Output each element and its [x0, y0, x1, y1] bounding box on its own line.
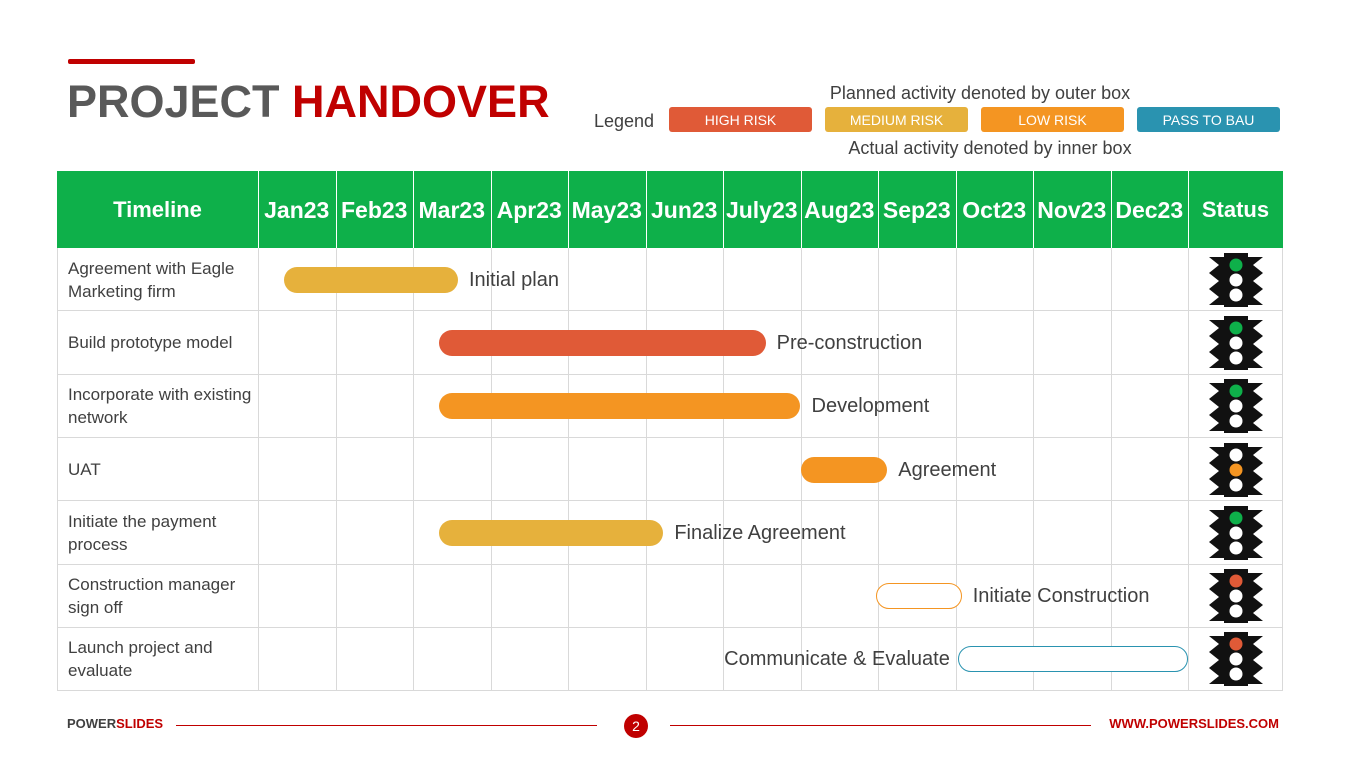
month-name: Nov	[1037, 196, 1081, 223]
header-separator	[956, 171, 957, 248]
legend-chip-pass-to-bau: PASS TO BAU	[1137, 107, 1280, 132]
grid-line-vertical	[57, 248, 58, 691]
task-label: UAT	[68, 460, 101, 480]
month-name: May	[571, 196, 617, 223]
grid-line-vertical	[258, 248, 259, 691]
month-header-dec	[1111, 171, 1189, 248]
task-bar-label: Agreement	[898, 458, 997, 481]
task-bar-label: Initial plan	[468, 268, 559, 291]
task-bar	[439, 520, 664, 546]
legend-bottom-note: Actual activity denoted by inner box	[848, 138, 1132, 158]
title-accent-line	[68, 59, 195, 64]
month-year: 23	[616, 196, 642, 223]
header-separator	[723, 171, 724, 248]
task-bar	[439, 330, 766, 356]
footer-url[interactable]: WWW.POWERSLIDES.COM	[1109, 716, 1279, 731]
traffic-light-icon	[1206, 567, 1266, 625]
footer-brand-part-2: SLIDES	[116, 716, 164, 731]
footer-line-left	[176, 725, 597, 726]
month-header-feb	[336, 171, 414, 248]
header-separator	[1188, 171, 1189, 248]
month-name: July	[725, 196, 772, 223]
title-part-1: PROJECT	[67, 76, 293, 127]
page-title	[67, 76, 550, 128]
grid-line-vertical	[646, 248, 647, 691]
month-year: 23	[848, 196, 875, 223]
title-part-2: HANDOVER	[292, 76, 550, 127]
grid-line-vertical	[336, 248, 337, 691]
grid-line-vertical	[1282, 248, 1283, 691]
grid-line-vertical	[568, 248, 569, 691]
month-year: 23	[1157, 196, 1184, 223]
traffic-light-icon	[1206, 504, 1266, 562]
task-label: Construction manager sign off	[68, 575, 236, 618]
month-year: 23	[1080, 196, 1107, 223]
header-separator	[646, 171, 647, 248]
task-label: Initiate the payment process	[68, 511, 217, 554]
legend-chip-low-risk: LOW RISK	[981, 107, 1124, 132]
header-separator	[413, 171, 414, 248]
traffic-light-icon	[1206, 377, 1266, 435]
task-bar	[439, 393, 801, 419]
month-header-nov	[1033, 171, 1111, 248]
grid-line-vertical	[491, 248, 492, 691]
month-year: 23	[381, 196, 408, 223]
month-header-jun	[646, 171, 724, 248]
timeline-header: Timeline	[57, 171, 258, 248]
month-name: Feb	[341, 196, 382, 223]
footer-brand-part-1: POWER	[67, 716, 117, 731]
header-separator	[568, 171, 569, 248]
month-name: Aug	[804, 196, 849, 223]
task-bar	[801, 457, 888, 483]
traffic-light-icon	[1206, 630, 1266, 688]
header-separator	[1033, 171, 1034, 248]
task-bar-label: Development	[811, 395, 930, 418]
legend-label: Legend	[594, 111, 655, 131]
task-label: Agreement with Eagle Marketing firm	[68, 258, 235, 301]
month-header-mar	[413, 171, 491, 248]
month-name: Mar	[418, 196, 460, 223]
task-bar-label: Communicate & Evaluate	[724, 648, 950, 671]
month-year: 23	[771, 196, 798, 223]
legend-top-note: Planned activity denoted by outer box	[829, 83, 1131, 103]
month-name: Dec	[1115, 196, 1158, 223]
traffic-light-icon	[1206, 314, 1266, 372]
task-label: Incorporate with existing network	[68, 385, 252, 428]
grid-line-vertical	[1033, 248, 1034, 691]
traffic-light-icon	[1206, 251, 1266, 309]
month-year: 23	[459, 196, 485, 223]
header-separator	[491, 171, 492, 248]
grid-line-vertical	[1111, 248, 1112, 691]
header-separator	[878, 171, 879, 248]
task-label: Build prototype model	[68, 333, 233, 353]
month-header-apr	[491, 171, 569, 248]
month-year: 23	[691, 196, 718, 223]
header-separator	[258, 171, 259, 248]
gantt-chart	[57, 171, 1283, 691]
month-year: 23	[925, 196, 951, 223]
task-bar	[958, 646, 1188, 672]
month-name: Sep	[882, 196, 926, 223]
task-bar-label: Initiate Construction	[972, 585, 1150, 608]
grid-line-vertical	[723, 248, 724, 691]
status-header: Status	[1188, 171, 1283, 248]
month-name: Apr	[496, 196, 537, 223]
month-header-jan	[258, 171, 336, 248]
month-header-may	[568, 171, 646, 248]
grid-line-vertical	[413, 248, 414, 691]
header-separator	[1111, 171, 1112, 248]
task-label: Launch project and evaluate	[68, 638, 213, 681]
page-number: 2	[624, 714, 648, 738]
month-header-aug	[801, 171, 879, 248]
month-name: Jan	[264, 196, 304, 223]
month-year: 23	[536, 196, 562, 223]
task-bar	[284, 267, 458, 293]
task-bar-label: Finalize Agreement	[674, 521, 846, 544]
grid-line-vertical	[1188, 248, 1189, 691]
month-name: Oct	[962, 196, 1001, 223]
month-name: Jun	[651, 196, 692, 223]
legend-chip-medium-risk: MEDIUM RISK	[825, 107, 968, 132]
legend-chip-high-risk: HIGH RISK	[669, 107, 812, 132]
traffic-light-icon	[1206, 441, 1266, 499]
month-header-sep	[878, 171, 956, 248]
header-separator	[336, 171, 337, 248]
task-bar	[876, 583, 962, 609]
month-header-july	[723, 171, 801, 248]
footer-line-right	[670, 725, 1091, 726]
header-separator	[801, 171, 802, 248]
month-year: 23	[1000, 196, 1027, 223]
month-header-oct	[956, 171, 1034, 248]
month-year: 23	[303, 196, 330, 223]
footer-brand	[67, 716, 163, 731]
task-bar-label: Pre-construction	[776, 331, 923, 354]
